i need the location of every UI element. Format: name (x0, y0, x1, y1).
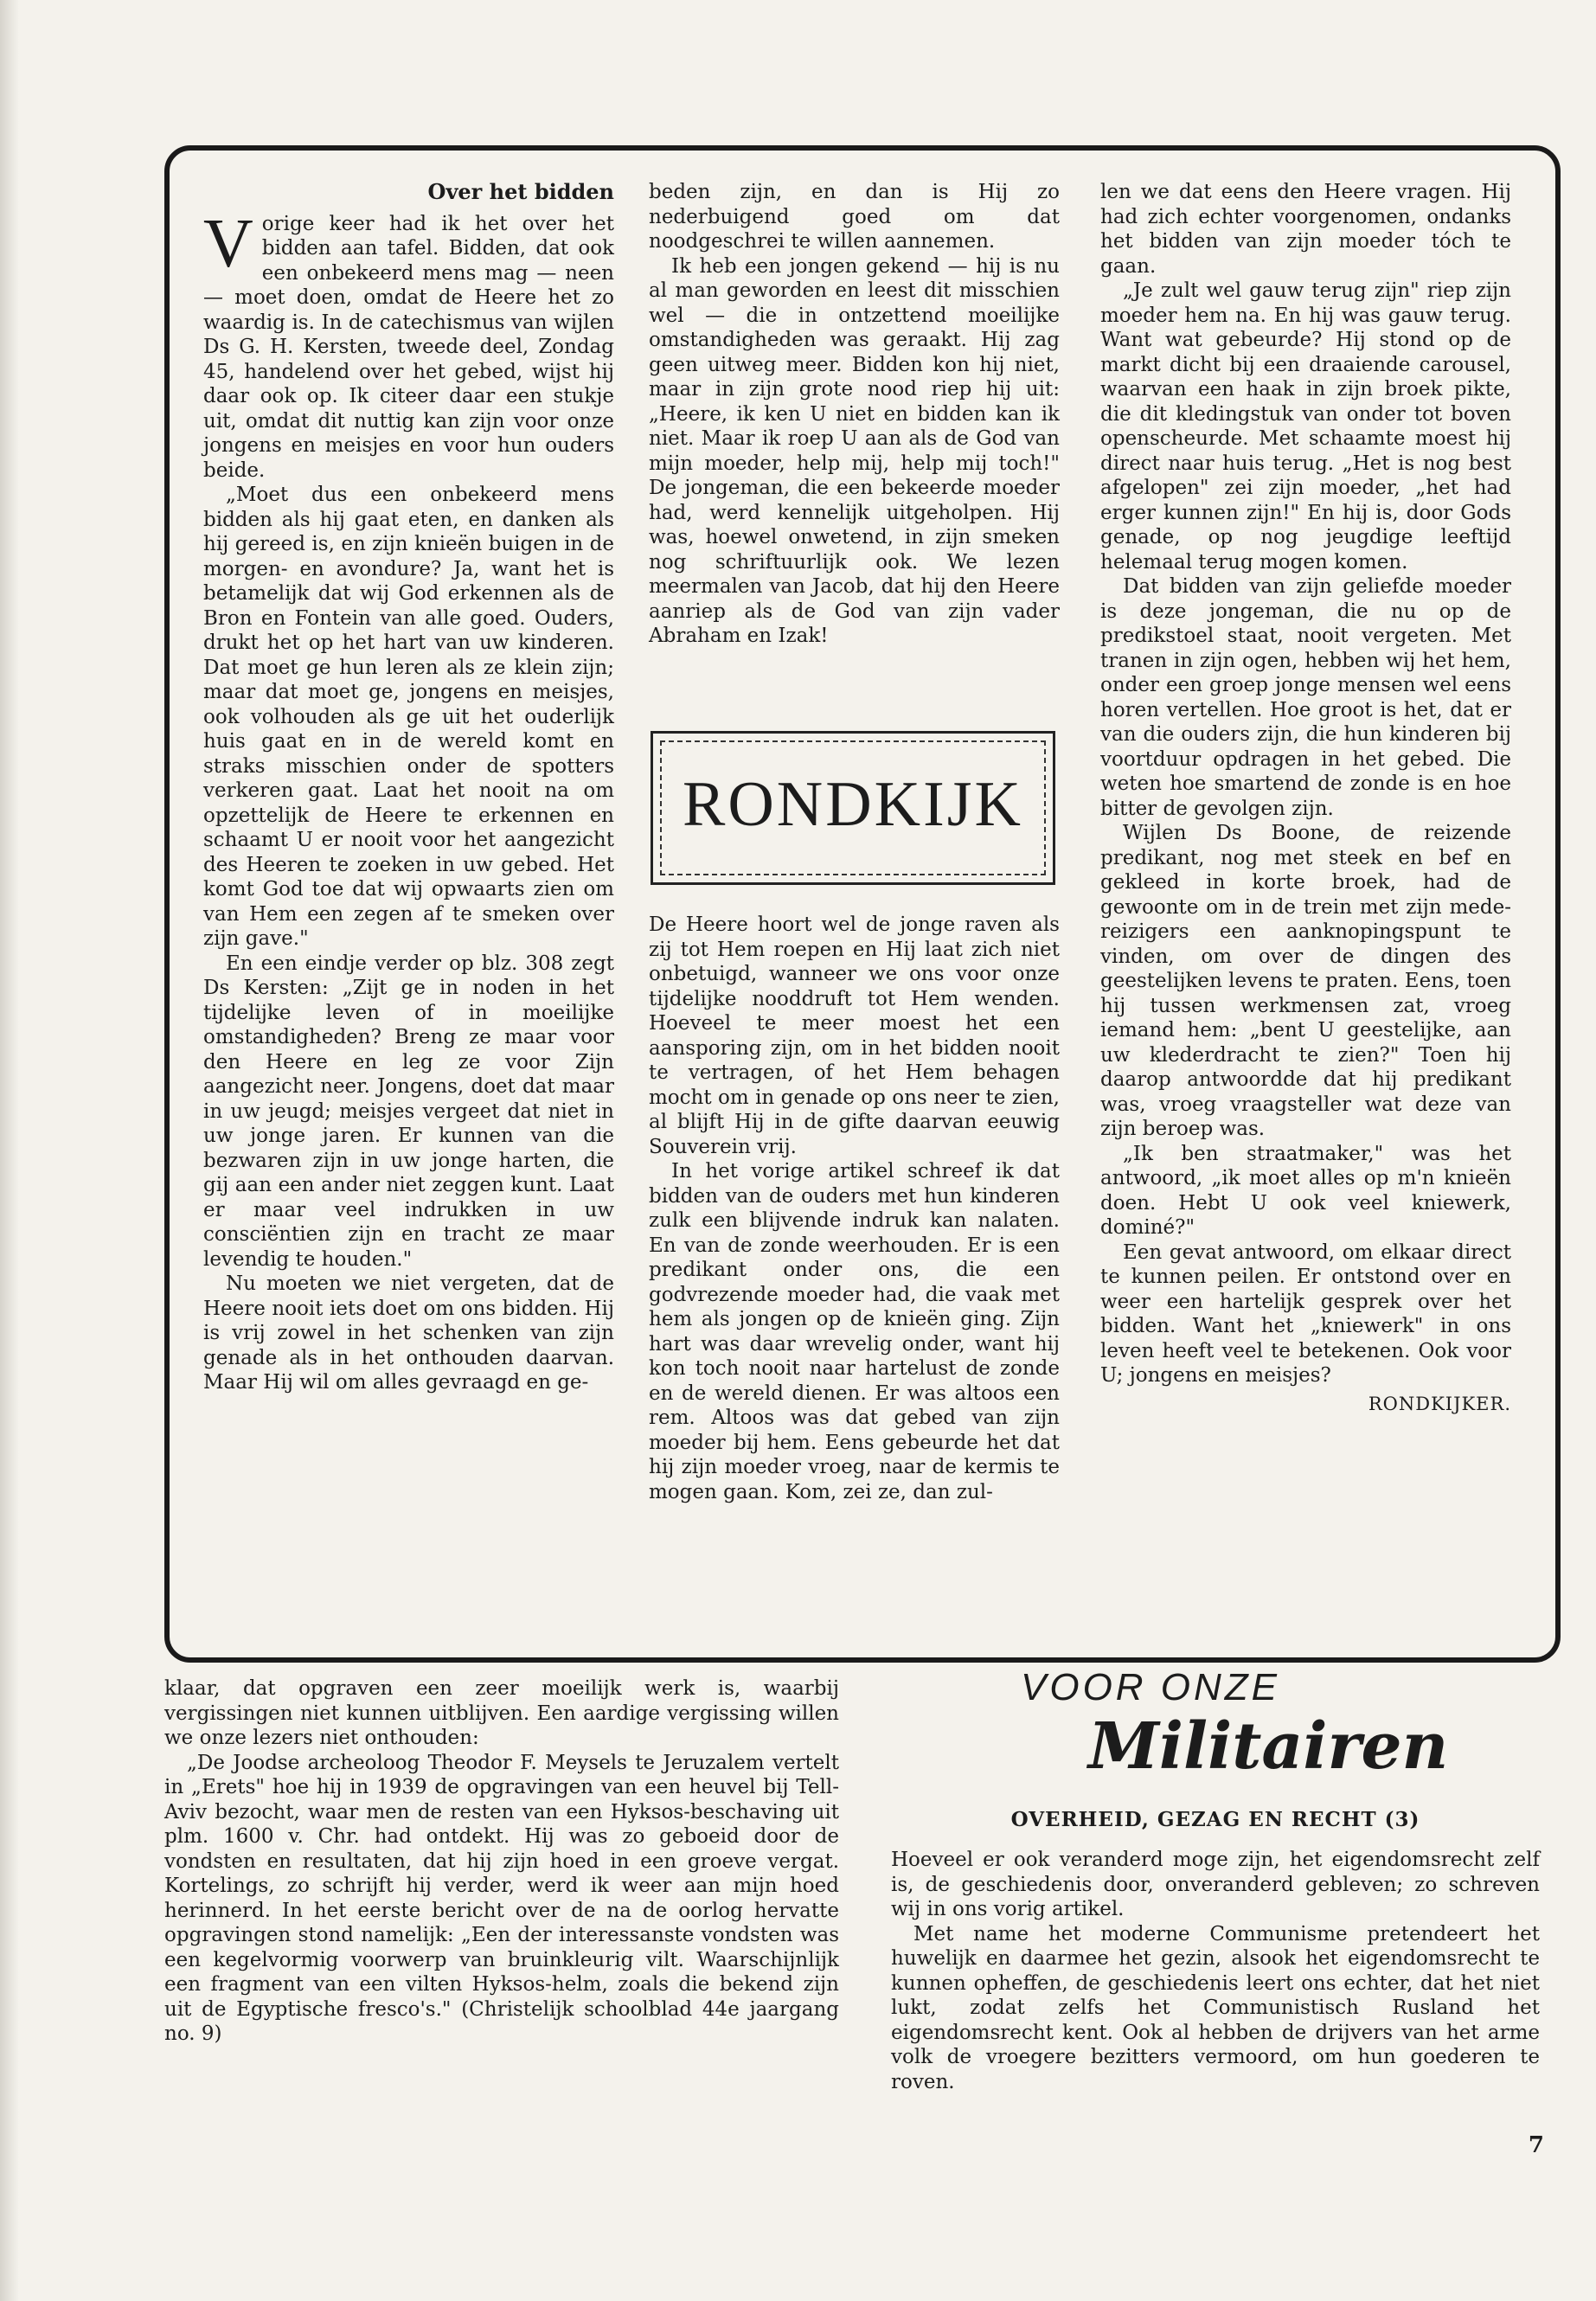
article-column-1 (203, 180, 614, 1395)
article-paragraph: Ik heb een jongen gekend — hij is nu al man geworden en leest dit misschien wel — die in ontzettend moeilijke omstandigheden was geraakt. Hij zag geen uitweg meer. Bidden kon hij niet, maar in zijn grote nood riep hij uit: „Heere, ik ken U niet en bidden kan ik niet. Maar ik roep U aan als de God van mijn moeder, help mij, help mij toch!" De jongeman, die een bekeerde moeder had, werd kennelijk uitgeholpen. Hij was, hoewel onwetend, in zijn smeken nog schriftuurlijk ook. We lezen meermalen van Jacob, dat hij den Heere aanriep als de God van zijn vader Abraham en Izak! (649, 254, 1060, 647)
militairen-kicker: VOOR ONZE (1021, 1666, 1281, 1708)
article-title: Over het bidden (427, 179, 614, 204)
bottom-left-article (164, 1676, 839, 2047)
article-paragraph: „Je zult wel gauw terug zijn" riep zijn moeder hem na. En hij was gauw terug. Want wat gebeurde? Hij stond op de markt dicht bij een draaiende carousel, waarvan een haak in zijn broek pikte, die dit kledingstuk van onder tot boven openscheurde. Met schaamte moest hij direct naar huis terug. „Het is nog best afgelopen" zei zijn moeder, „het had erger kunnen zijn!" En hij is, door Gods genade, op nog jeugdige leeftijd helemaal terug mogen komen. (1100, 279, 1511, 574)
article-paragraph: Vorige keer had ik het over het bidden aan tafel. Bidden, dat ook een onbekeerd mens mag — neen — moet doen, omdat de Heere het zo waardig is. In de catechismus van wijlen Ds G. H. Kersten, tweede deel, Zondag 45, handelend over het gebed, wijst hij daar ook op. Ik citeer daar een stukje uit, omdat dit nuttig kan zijn voor onze jongens en meisjes en voor hun ouders beide. (203, 205, 614, 482)
article-paragraph: Wijlen Ds Boone, de reizende predikant, nog met steek en bef en gekleed in korte broek, had de gewoonte om in de trein met zijn mede-reizigers een aanknopingspunt te vinden, om over de dingen des geestelijken levens te praten. Eens, toen hij tussen werkmensen zat, vroeg iemand hem: „bent U geestelijke, aan uw klederdracht te zien?" Toen hij daarop antwoordde dat hij predikant was, vroeg vraagsteller wat deze van zijn beroep was. (1100, 822, 1511, 1140)
article-paragraph: „Ik ben straatmaker," was het antwoord, „ik moet alles op m'n knieën doen. Hebt U ook veel kniewerk, dominé?" (1100, 1142, 1511, 1239)
page-number: 7 (1528, 2132, 1544, 2158)
banner-title: RONDKIJK (683, 769, 1023, 840)
article-paragraph: beden zijn, en dan is Hij zo nederbuigend goed om dat noodgeschrei te willen aannemen. (649, 181, 1060, 253)
article-column-3 (1100, 180, 1511, 1416)
article-paragraph: „De Joodse archeoloog Theodor F. Meysels te Jeruzalem vertelt in „Erets" hoe hij in 1939 de opgravingen van een heuvel bij Tell-Aviv bezocht, waar men de resten van een Hyksos-beschaving uit plm. 1600 v. Chr. had ontdekt. Hij was zo geboeid door de vondsten en resultaten, dat hij zijn hoed in een groeve vergat. Kortelings, zo schrijft hij verder, werd ik weer aan mijn hoed herinnerd. In het eerste bericht over de na de oorlog hervatte opgravingen stond namelijk: „Een der interessanste vondsten was een kegelvormig voorwerp van bruinkleurig vilt. Waarschijnlijk een fragment van een vilten Hyksos-helm, zoals die bekend zijn uit de Egyptische fresco's." (Christelijk schoolblad 44e jaargang no. 9) (164, 1751, 839, 2045)
article-paragraph: klaar, dat opgraven een zeer moeilijk werk is, waarbij vergissingen niet kunnen uitblijven. Een aardige vergissing willen we onze lezers niet onthouden: (164, 1677, 839, 1749)
article-paragraph: In het vorige artikel schreef ik dat bidden van de ouders met hun kinderen zulk een blijvende indruk kan nalaten. En van de zonde weerhouden. Er is een predikant onder ons, die een godvrezende moeder had, die vaak met hem als jongen op de knieën ging. Zijn hart was daar wrevelig onder, want hij kon toch nooit naar hartelust de zonde en de wereld dienen. Er was altoos een rem. Altoos was dat gebed van zijn moeder bij hem. Eens gebeurde het dat hij zijn moeder vroeg, naar de kermis te mogen gaan. Kom, zei ze, dan zul- (649, 1160, 1060, 1503)
article-paragraph: Dat bidden van zijn geliefde moeder is deze jongeman, die nu op de predikstoel staat, nooit vergeten. Met tranen in zijn ogen, hebben wij het hem, onder een groep jonge mensen wel eens horen vertellen. Hoe groot is het, dat er van die ouders zijn, die hun kinderen bij voortduur opdragen in het gebed. Die weten hoe smartend de zonde is en hoe bitter de gevolgen zijn. (1100, 575, 1511, 820)
drop-cap: V (203, 205, 253, 282)
militairen-title: Militairen (1088, 1709, 1449, 1784)
article-paragraph: „Moet dus een onbekeerd mens bidden als hij gaat eten, en danken als hij gereed is, en zijn knieën buigen in de morgen- en avondure? Ja, want het is betamelijk dat wij God erkennen als de Bron en Fontein van alle goed. Ouders, drukt het op het hart van uw kinderen. Dat moet ge hun leren als ze klein zijn; maar dat moet ge, jongens en meisjes, ook volhouden als ge uit het ouderlijk huis gaat en in de wereld komt en straks misschien onder de spotters verkeren gaat. Laat het nooit na om opzettelijk de Heere te erkennen en schaamt U er nooit voor het aangezicht des Heeren te zoeken in uw gebed. Het komt God toe dat wij opwaarts zien om van Hem een zegen af te smeken over zijn gave." (203, 484, 614, 950)
article-paragraph: Hoeveel er ook veranderd moge zijn, het eigendomsrecht zelf is, de geschiedenis door, onveranderd gebleven; zo schreven wij in ons vorig artikel. (891, 1849, 1540, 1920)
article-column-2-lower (649, 913, 1060, 1504)
article-paragraph: De Heere hoort wel de jonge raven als zij tot Hem roepen en Hij laat zich niet onbetuigd, wanneer we ons voor onze tijdelijke nooddruft tot Hem wenden. Hoeveel te meer moest het een aansporing zijn, om in het bidden nooit te vertragen, of het Hem behagen mocht om in genade op ons neer te zien, al blijft Hij in de gifte daarvan eeuwig Souverein vrij. (649, 913, 1060, 1158)
article-paragraph: Nu moeten we niet vergeten, dat de Heere nooit iets doet om ons bidden. Hij is vrij zowel in het schenken van zijn genade als in het onthouden daarvan. Maar Hij wil om alles gevraagd en ge- (203, 1272, 614, 1394)
article-paragraph: len we dat eens den Heere vragen. Hij had zich echter voorgenomen, ondanks het bidden van zijn moeder tóch te gaan. (1100, 181, 1511, 278)
rondkijk-banner (651, 731, 1055, 885)
scan-edge-shadow (0, 0, 19, 2301)
article-paragraph: Met name het moderne Communisme pretendeert het huwelijk en daarmee het gezin, alsook het eigendomsrecht te kunnen opheffen, de geschiedenis leert ons echter, dat het niet lukt, zodat zelfs het Communistisch Rusland het eigendomsrecht kent. Ook al hebben de drijvers van het arme volk de vroegere bezitters vermoord, om hun goederen te roven. (891, 1922, 1540, 2093)
article-column-2 (649, 180, 1060, 649)
militairen-subtitle: OVERHEID, GEZAG EN RECHT (3) (1010, 1808, 1420, 1831)
militairen-article (891, 1848, 1540, 2094)
article-paragraph: Een gevat antwoord, om elkaar direct te kunnen peilen. Er ontstond over en weer een hartelijk gesprek over het bidden. Want het „kniewerk" in ons leven heeft veel te betekenen. Ook voor U; jongens en meisjes? (1100, 1240, 1511, 1387)
article-signature: RONDKIJKER. (1368, 1393, 1511, 1414)
article-paragraph: En een eindje verder op blz. 308 zegt Ds Kersten: „Zijt ge in noden in het tijdelijke leven of in moeilijke omstandigheden? Breng ze maar voor den Heere en leg ze voor Zijn aangezicht neer. Jongens, doet dat maar in uw jeugd; meisjes vergeet dat niet in uw jonge jaren. Er kunnen van die bezwaren zijn in uw jonge harten, die gij aan een ander niet zeggen kunt. Laat er maar veel indrukken in uw consciëntien zijn en tracht ze maar levendig te houden." (203, 952, 614, 1271)
